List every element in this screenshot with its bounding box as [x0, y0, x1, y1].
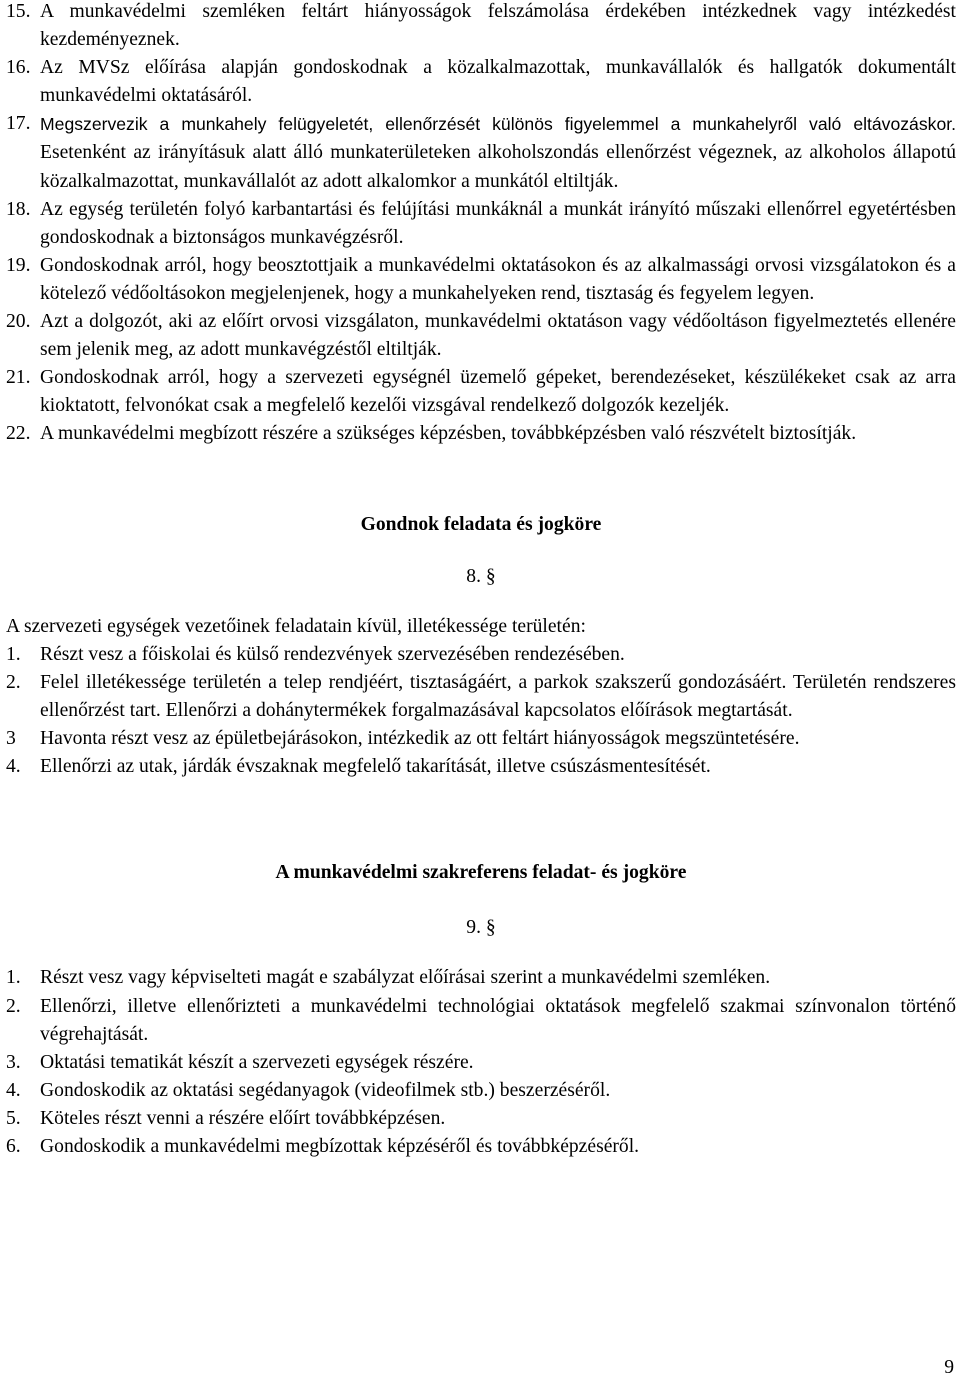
item-number: 2. [6, 671, 21, 693]
item-text: Gondoskodik a munkavédelmi megbízottak képzéséről és továbbképzéséről. [40, 1136, 640, 1157]
item-text: Részt vesz a főiskolai és külső rendezvények szervezésében rendezésében. [40, 643, 625, 665]
item-text: Az egység területén folyó karbantartási és felújítási munkáknál a munkát irányító műszaki ellenőrrel egyetértésben gondoskodnak a biztonságos munkavégzésről. [40, 198, 956, 248]
item-text: Havonta részt vesz az épületbejárásokon, intézkedik az ott feltárt hiányosságok megszüntetésére. [40, 728, 800, 750]
list-item [6, 0, 956, 54]
page-number: 9 [944, 1356, 954, 1378]
item-text: A munkavédelmi szemléken feltárt hiányosságok felszámolása érdekében intézkednek vagy intézkedést kezdeményeznek. [40, 1, 956, 51]
item-number: 4. [6, 1079, 21, 1101]
item-text: Ellenőrzi az utak, járdák évszaknak megfelelő takarítását, illetve csúszásmentesítését. [40, 756, 711, 778]
item-text: Felel illetékessége területén a telep rendjéért, tisztaságáért, a parkok szakszerű gondozásáért. Területén rendszeres ellenőrzést tart. Ellenőrzi a dohánytermékek forgalmazásával kapcsolatos előírások megtartását. [40, 671, 956, 721]
list-item [6, 1105, 956, 1133]
list-item [6, 993, 956, 1049]
item-text: Részt vesz vagy képviselteti magát e szabályzat előírásai szerint a munkavédelmi szemléken. [40, 967, 771, 989]
item-number: 17. [6, 113, 31, 135]
list-item [6, 364, 956, 420]
section-b [6, 511, 956, 782]
list-item [6, 196, 956, 252]
list-item [6, 641, 956, 669]
paragraph-number: 9. § [466, 917, 496, 939]
item-number: 3. [6, 1051, 21, 1073]
list-item [6, 308, 956, 364]
item-text: A munkavédelmi megbízott részére a szükséges képzésben, továbbképzésben való részvételt biztosítják. [40, 423, 857, 445]
item-number: 22. [6, 423, 31, 445]
section-a-list [6, 0, 956, 449]
list-item [6, 1133, 956, 1161]
list-item [6, 669, 956, 725]
item-number: 3 [6, 728, 16, 750]
item-text: Gondoskodnak arról, hogy a szervezeti egységnél üzemelő gépeket, berendezéseket, készülékeket csak az arra kioktatott, felvonókat csak a megfelelő kezelői vizsgával rendelkező dolgozók kezeljék. [40, 367, 956, 417]
list-item [6, 54, 956, 110]
item-number: 5. [6, 1107, 21, 1129]
list-item [6, 252, 956, 308]
item-number: 2. [6, 995, 21, 1017]
list-item [6, 725, 956, 753]
item-number: 21. [6, 367, 31, 389]
item-text: Köteles részt venni a részére előírt továbbképzésen. [40, 1107, 446, 1129]
item-text-container [40, 110, 956, 195]
item-number: 6. [6, 1136, 21, 1157]
document-page [6, 0, 956, 1161]
item-text-sans: Megszervezik a munkahely felügyeletét, ellenőrzését különös figyelemmel a munkahelyről való eltávozáskor. [40, 114, 956, 135]
item-text: Oktatási tematikát készít a szervezeti egységek részére. [40, 1051, 474, 1073]
item-number: 1. [6, 643, 21, 665]
list-item [6, 1077, 956, 1105]
section-intro: A szervezeti egységek vezetőinek feladatain kívül, illetékessége területén: [6, 615, 586, 637]
item-number: 19. [6, 254, 31, 276]
list-item [6, 110, 956, 195]
item-text: Gondoskodik az oktatási segédanyagok (videofilmek stb.) beszerzéséről. [40, 1079, 611, 1101]
item-text: Azt a dolgozót, aki az előírt orvosi vizsgálaton, munkavédelmi oktatáson vagy védőoltáson figyelmeztetés ellenére sem jelenik meg, az adott munkavégzéstől eltiltják. [40, 311, 956, 361]
item-number: 20. [6, 311, 31, 333]
section-heading: A munkavédelmi szakreferens feladat- és jogköre [275, 862, 687, 884]
paragraph-number: 8. § [466, 565, 496, 587]
item-number: 4. [6, 756, 21, 778]
list-item [6, 753, 956, 781]
item-number: 18. [6, 198, 31, 220]
item-text: Ellenőrzi, illetve ellenőrizteti a munkavédelmi technológiai oktatások megfelelő szakmai színvonalon történő végrehajtását. [40, 995, 956, 1045]
item-text: Esetenként az irányításuk alatt álló munkaterületeken alkoholszondás ellenőrzést végeznek, az alkoholos állapotú közalkalmazottat, munkavállalót az adott alkalomkor a munkától eltiltják. [40, 142, 956, 192]
section-c [6, 859, 956, 1161]
list-item [6, 420, 956, 448]
item-number: 15. [6, 1, 31, 22]
list-item [6, 964, 956, 992]
item-number: 1. [6, 967, 21, 989]
section-heading: Gondnok feladata és jogköre [360, 513, 602, 535]
list-item [6, 1049, 956, 1077]
item-number: 16. [6, 57, 31, 79]
item-text: Az MVSz előírása alapján gondoskodnak a közalkalmazottak, munkavállalók és hallgatók dokumentált munkavédelmi oktatásáról. [40, 57, 956, 107]
item-text: Gondoskodnak arról, hogy beosztottjaik a munkavédelmi oktatásokon és az alkalmassági orvosi vizsgálatokon és a kötelező védőoltásokon megjelenjenek, hogy a munkahelyeken rend, tisztaság és fegyelem legyen. [40, 254, 956, 304]
